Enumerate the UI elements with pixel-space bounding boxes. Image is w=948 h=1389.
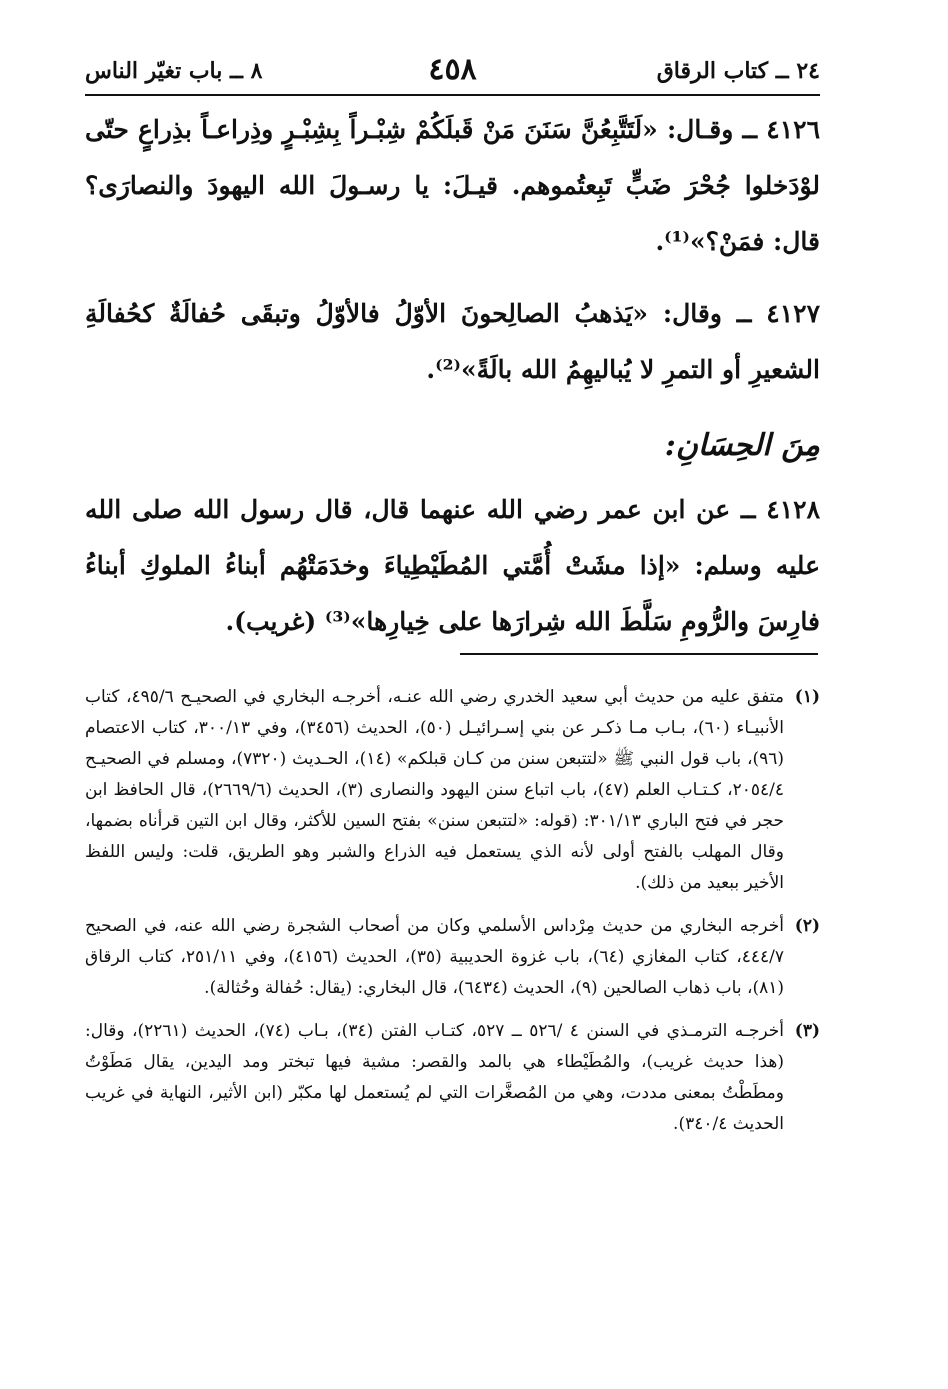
footnote-number: (٣) <box>794 1021 820 1041</box>
page-number: ٤٥٨ <box>428 52 477 87</box>
hadith-text: ــ عن ابن عمر رضي الله عنهما قال، قال رسول الله صلى الله عليه وسلم: «إذا مشَتْ أُمَّتي المُطَيْطِياءَ وخدَمَتْهُم أبناءُ الملوكِ أبناءُ فارِسَ والرُّومِ سَلَّطَ الله شِرارَها على خِيارِها»⁽³⁾ (غريب). <box>85 495 820 636</box>
footnotes <box>85 682 820 1152</box>
footnote-divider <box>460 653 818 655</box>
footnote <box>85 911 820 1004</box>
footnote-text: متفق عليه من حديث أبي سعيد الخدري رضي الله عنـه، أخرجـه البخاري في الصحيـح ٤٩٥/٦، كتاب الأنبيـاء (٦٠)، بـاب مـا ذكـر عن بني إسـرائيـل (٥٠)، الحديث (٣٤٥٦)، وفي ٣٠٠/١٣، كتاب الاعتصام (٩٦)، باب قول النبي ﷺ «لتتبعن سنن من كـان قبلكم» (١٤)، الحـديث (٧٣٢٠)، ومسلم في الصحيـح ٢٠٥٤/٤، كـتـاب العلم (٤٧)، باب اتباع سنن اليهود والنصارى (٣)، الحديث (٢٦٦٩/٦)، قال الحافظ ابن حجر في فتح الباري ٣٠١/١٣: (قوله: «لتتبعن سنن» بفتح السين للأكثر، وقال ابن التين قرأناه بضمها، وقال المهلب بالفتح أولى لأنه الذي يستعمل فيه الذراع والشبر وهو الطريق، قلت: وليس اللفظ الأخير ببعيد من ذلك). <box>85 687 785 893</box>
hadith-number: ٤١٢٦ <box>766 115 820 144</box>
hadith-paragraph <box>85 482 820 650</box>
hadith-paragraph <box>85 102 820 270</box>
header-chapter-title: ٨ ــ باب تغيّر الناس <box>85 58 263 84</box>
header-book-title: ٢٤ ــ كتاب الرقاق <box>656 58 820 84</box>
hadith-text: ــ وقـال: «لَتَتَّبِعُنَّ سَنَنَ مَنْ قَبلَكُمْ شِبْـراً بِشِبْـرٍ وذِراعـاً بذِراعٍ حتّى لوْدَخلوا جُحْرَ ضَبٍّ تَبِعتُموهم. قيـلَ: يا رسـولَ الله اليهودَ والنصارَى؟ قال: فمَنْ؟»⁽¹⁾. <box>85 115 820 256</box>
footnote-number: (٢) <box>794 916 820 936</box>
footnote-number: (١) <box>794 687 820 707</box>
page-header <box>85 48 820 96</box>
footnote-text: أخرجـه الترمـذي في السنن ٤ /٥٢٦ ــ ٥٢٧، كتـاب الفتن (٣٤)، بـاب (٧٤)، الحديث (٢٢٦١)، وقال: (هذا حديث غريب)، والمُطَيْطاء هي بالمد والقصر: مشية فيها تبختر ومد اليدين، يقال مَطَوْتُ ومطَطْتُ بمعنى مددت، وهي من المُصغَّرات التي لم يُستعمل لها مكبّر (ابن الأثير، النهاية في غريب الحديث ٣٤٠/٤). <box>85 1021 785 1134</box>
hadith-paragraph <box>85 286 820 398</box>
hadith-number: ٤١٢٧ <box>766 299 820 328</box>
footnote <box>85 682 820 899</box>
page <box>85 48 820 650</box>
hadith-number: ٤١٢٨ <box>766 495 820 524</box>
footnote-text: أخرجه البخاري من حديث مِرْداس الأسلمي وكان من أصحاب الشجرة رضي الله عنه، في الصحيح ٤٤٤/٧، كتاب المغازي (٦٤)، باب غزوة الحديبية (٣٥)، الحديث (٤١٥٦)، وفي ٢٥١/١١، كتاب الرقاق (٨١)، باب ذهاب الصالحين (٩)، الحديث (٦٤٣٤)، قال البخاري: (يقال: حُفالة وحُثالة). <box>85 916 784 998</box>
hadith-text: ــ وقال: «يَذهبُ الصالِحونَ الأوّلُ فالأوّلُ وتبقَى حُفالَةٌ كحُفالَةِ الشعيرِ أو التمرِ لا يُباليهِمُ الله بالَةً»⁽²⁾. <box>85 299 820 384</box>
section-heading: مِنَ الحِسَانِ: <box>664 428 820 463</box>
footnote <box>85 1016 820 1140</box>
